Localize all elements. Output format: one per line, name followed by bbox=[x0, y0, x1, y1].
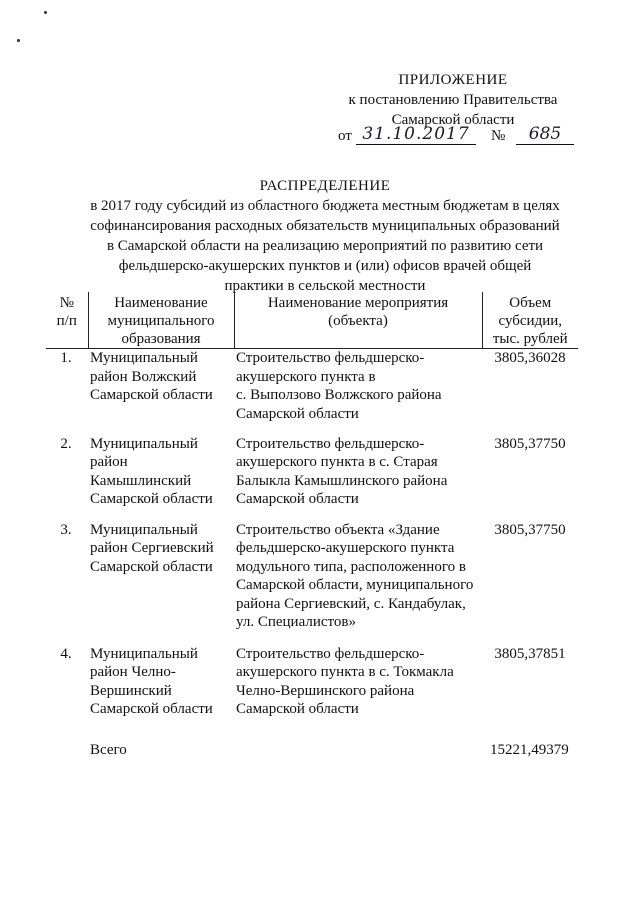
row-event: Строительство фельдшерско- акушерского пункта в с. Токмакла Челно-Вершинского района Самарской области bbox=[236, 645, 454, 717]
total-label: Всего bbox=[90, 742, 127, 758]
row-event: Строительство фельдшерско- акушерского пункта в с. Выползово Волжского района Самарской области bbox=[236, 350, 442, 422]
handwritten-date: 31.10.2017 bbox=[356, 124, 476, 145]
row-num: 4. bbox=[60, 645, 72, 662]
header-municipality: Наименование муниципального образования bbox=[88, 292, 234, 349]
row-volume: 3805,36028 bbox=[494, 350, 566, 366]
date-prefix: от bbox=[338, 128, 352, 144]
row-num: 1. bbox=[60, 350, 72, 366]
row-event: Строительство объекта «Здание фельдшерско-акушерского пункта модульного типа, расположенного в Самарской области, муниципального района Сергиевский, с. Кандабулак, ул. Специалистов» bbox=[236, 521, 474, 630]
title-main: РАСПРЕДЕЛЕНИЕ bbox=[259, 178, 391, 194]
row-municipality: Муниципальный район Волжский Самарской области bbox=[90, 350, 213, 403]
title-line: практики в сельской местности bbox=[224, 278, 426, 294]
row-municipality: Муниципальный район Камышлинский Самарской области bbox=[90, 435, 213, 507]
scan-speck bbox=[44, 11, 47, 14]
scan-speck bbox=[17, 39, 20, 42]
title-line: фельдшерско-акушерских пунктов и (или) офисов врачей общей bbox=[118, 258, 532, 274]
header-num: № п/п bbox=[46, 292, 88, 349]
row-municipality: Муниципальный район Челно- Вершинский Самарской области bbox=[90, 645, 213, 717]
row-volume: 3805,37851 bbox=[494, 645, 566, 662]
row-num: 2. bbox=[60, 435, 72, 452]
title-line: софинансирования расходных обязательств муниципальных образований bbox=[90, 218, 560, 234]
table-row bbox=[46, 349, 578, 435]
handwritten-number: 685 bbox=[516, 124, 574, 145]
appendix-header bbox=[338, 70, 568, 130]
resolution-line: к постановлению Правительства bbox=[348, 92, 558, 108]
total-value: 15221,49379 bbox=[490, 742, 569, 758]
title-line: в 2017 году субсидий из областного бюджета местным бюджетам в целях bbox=[90, 198, 560, 214]
region-line: Самарской области bbox=[391, 112, 515, 128]
number-prefix: № bbox=[491, 128, 506, 144]
table-row bbox=[46, 435, 578, 521]
document-title bbox=[60, 176, 590, 296]
date-number-line bbox=[338, 126, 578, 148]
table-row bbox=[46, 521, 578, 645]
table-header-row bbox=[46, 292, 578, 349]
header-volume: Объем субсидии, тыс. рублей bbox=[482, 292, 578, 349]
table-row bbox=[46, 645, 578, 731]
row-num: 3. bbox=[60, 521, 72, 538]
title-line: в Самарской области на реализацию мероприятий по развитию сети bbox=[106, 238, 544, 254]
appendix-label: ПРИЛОЖЕНИЕ bbox=[398, 72, 508, 88]
row-volume: 3805,37750 bbox=[494, 435, 566, 452]
header-event: Наименование мероприятия (объекта) bbox=[234, 292, 482, 349]
row-volume: 3805,37750 bbox=[494, 521, 566, 538]
row-event: Строительство фельдшерско- акушерского пункта в с. Старая Балыкла Камышлинского района Самарской области bbox=[236, 435, 448, 507]
distribution-table bbox=[46, 292, 578, 731]
row-municipality: Муниципальный район Сергиевский Самарской области bbox=[90, 521, 214, 575]
